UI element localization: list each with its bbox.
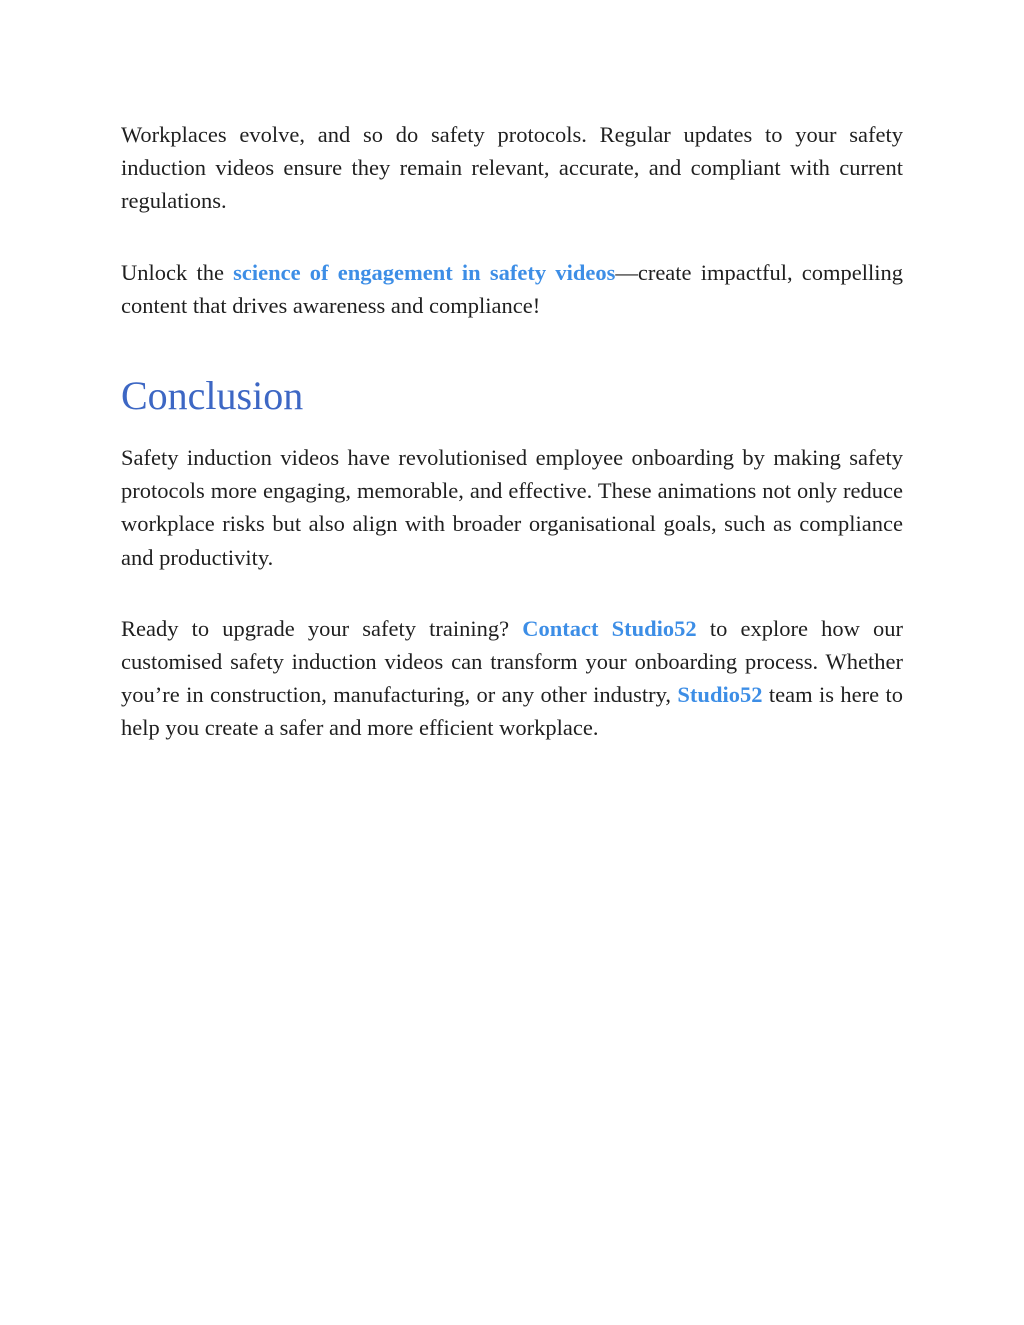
contact-studio52-link[interactable]: Contact Studio52 xyxy=(522,615,697,641)
studio52-link[interactable]: Studio52 xyxy=(677,682,763,708)
call-to-action-paragraph xyxy=(121,612,903,745)
engagement-paragraph xyxy=(121,256,903,322)
conclusion-paragraph: Safety induction videos have revolutionised employee onboarding by making safety protocols more engaging, memorable, and effective. These animations not only reduce workplace risks but also align with broader organisational goals, such as compliance and productivity. xyxy=(121,445,903,570)
cta-text-middle: to explore how our customised safety induction videos can transform your onboarding process. Whether you’re in construction, manufacturing, or any other industry, xyxy=(121,615,903,708)
conclusion-heading: Conclusion xyxy=(121,373,304,419)
engagement-text-before: Unlock the xyxy=(121,259,234,285)
cta-text-after: team is here to help you create a safer and more efficient workplace. xyxy=(121,682,903,741)
science-of-engagement-link[interactable]: science of engagement in safety videos xyxy=(233,259,616,285)
intro-paragraph: Workplaces evolve, and so do safety protocols. Regular updates to your safety induction videos ensure they remain relevant, accurate, and compliant with current regulations. xyxy=(121,122,903,214)
cta-text-before: Ready to upgrade your safety training? xyxy=(121,615,523,641)
engagement-text-after: —create impactful, compelling content that drives awareness and compliance! xyxy=(121,259,904,318)
document-page xyxy=(121,118,903,745)
